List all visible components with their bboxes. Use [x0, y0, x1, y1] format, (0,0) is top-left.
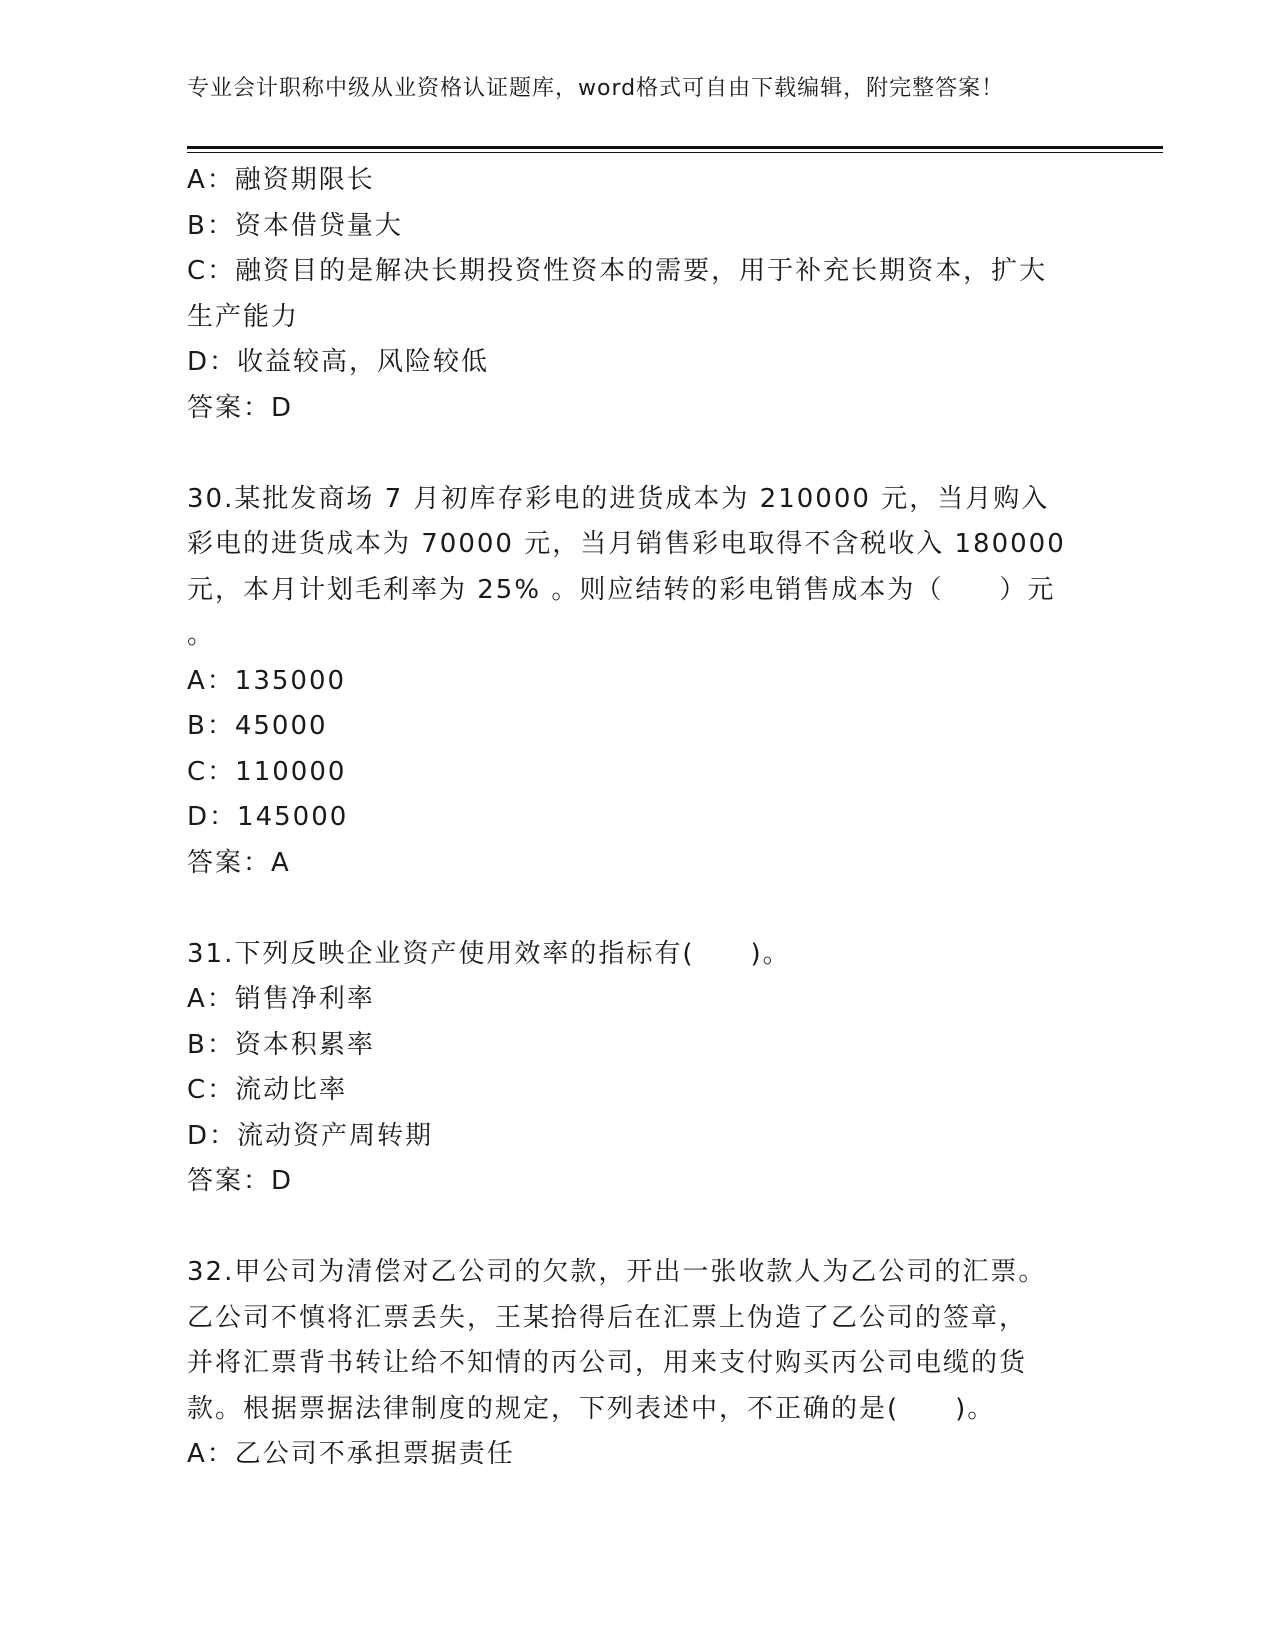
question-text-line: 乙公司不慎将汇票丢失，王某拾得后在汇票上伪造了乙公司的签章，	[187, 1302, 1028, 1333]
header-rule-thin	[187, 152, 1163, 153]
question-block-32	[187, 1250, 1087, 1478]
option-b: B：资本积累率	[187, 1029, 375, 1060]
question-text-line: 元，本月计划毛利率为 25% 。则应结转的彩电销售成本为（ ）元	[187, 574, 1056, 605]
answer: 答案：D	[187, 1166, 294, 1196]
option-a: A：销售净利率	[187, 984, 375, 1014]
spacer	[187, 431, 1087, 477]
answer: 答案：D	[187, 392, 294, 423]
option-a: A：135000	[187, 665, 347, 696]
option-a: A：融资期限长	[187, 165, 375, 195]
question-text-line: 31.下列反映企业资产使用效率的指标有( )。	[187, 938, 791, 969]
option-d: D：收益较高，风险较低	[187, 347, 490, 377]
question-text-line: 30.某批发商场 7 月初库存彩电的进货成本为 210000 元，当月购入	[187, 483, 1050, 514]
answer: 答案：A	[187, 847, 291, 878]
option-d: D：145000	[187, 802, 349, 832]
question-block-31	[187, 932, 1087, 1205]
question-text-line: 款。根据票据法律制度的规定，下列表述中，不正确的是( )。	[187, 1393, 996, 1424]
question-text-line: 32.甲公司为清偿对乙公司的欠款，开出一张收款人为乙公司的汇票。	[187, 1257, 1047, 1287]
option-b: B：资本借贷量大	[187, 210, 403, 241]
question-block-29	[187, 158, 1087, 431]
spacer	[187, 1205, 1087, 1251]
question-text-line: 彩电的进货成本为 70000 元，当月销售彩电取得不含税收入 180000	[187, 529, 1066, 559]
option-d: D：流动资产周转期	[187, 1120, 434, 1151]
option-a: A：乙公司不承担票据责任	[187, 1439, 515, 1469]
header-rule-thick	[187, 146, 1163, 149]
option-c: C：110000	[187, 756, 347, 787]
option-c: C：融资目的是解决长期投资性资本的需要，用于补充长期资本，扩大	[187, 256, 1048, 286]
question-block-30	[187, 477, 1087, 887]
option-c-continued: 生产能力	[187, 301, 300, 332]
question-text-line: 并将汇票背书转让给不知情的丙公司，用来支付购买丙公司电缆的货	[187, 1348, 1028, 1378]
spacer	[187, 886, 1087, 932]
page-header: 专业会计职称中级从业资格认证题库，word格式可自由下载编辑，附完整答案！	[187, 76, 1005, 101]
option-c: C：流动比率	[187, 1075, 348, 1105]
question-content	[187, 158, 1087, 1478]
option-b: B：45000	[187, 711, 328, 741]
question-text-line: 。	[187, 620, 216, 650]
